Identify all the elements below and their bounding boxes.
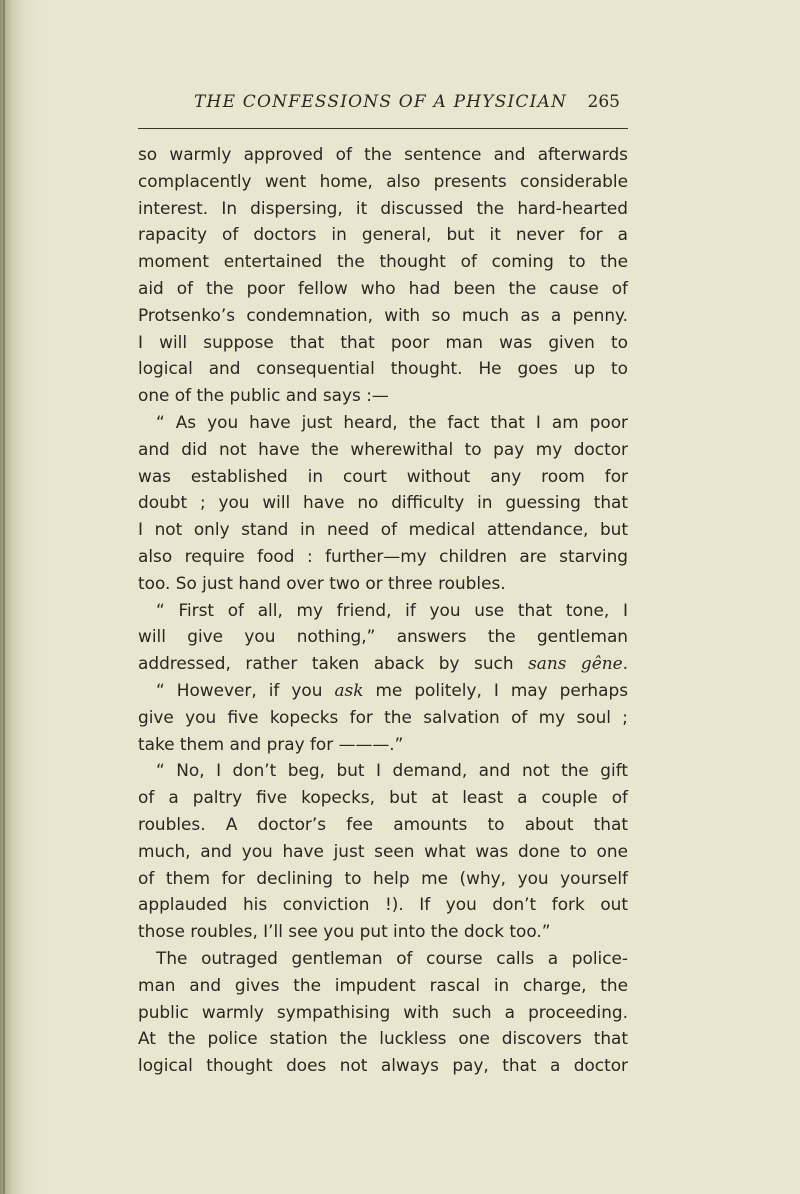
- text-line: logical and consequential thought. He goes up to: [138, 358, 628, 379]
- text-line: [138, 677, 628, 704]
- header-rule: [138, 128, 628, 129]
- text-line: will give you nothing,” answers the gentleman: [138, 626, 628, 647]
- binding-gutter: [0, 0, 60, 1194]
- page-number: 265: [587, 92, 620, 112]
- text-line: “ As you have just heard, the fact that I am poor: [156, 411, 628, 432]
- text-line: I not only stand in need of medical attendance, but: [138, 519, 628, 540]
- text-segment: addressed, rather taken aback by such: [138, 653, 529, 674]
- text-line: applauded his conviction !). If you don’t fork out: [138, 894, 628, 915]
- text-line: so warmly approved of the sentence and afterwards: [138, 144, 628, 164]
- text-line: much, and you have just seen what was done to one: [138, 840, 628, 861]
- text-line: Protsenko’s condemnation, with so much as a penny.: [138, 304, 628, 325]
- text-line: and did not have the wherewithal to pay my doctor: [138, 438, 628, 459]
- page-header: [138, 92, 628, 118]
- text-line: aid of the poor fellow who had been the cause of: [138, 277, 628, 298]
- text-line: complacently went home, also presents considerable: [138, 170, 628, 191]
- binding-edge: [3, 0, 5, 1194]
- text-line: The outraged gentleman of course calls a police-: [156, 947, 628, 968]
- text-line: rapacity of doctors in general, but it never for a: [138, 224, 628, 245]
- text-line: [138, 650, 628, 677]
- text-line: public warmly sympathising with such a proceeding.: [138, 1001, 628, 1022]
- book-page: [138, 0, 628, 1194]
- text-line: of them for declining to help me (why, you yourself: [138, 867, 628, 888]
- text-line: give you five kopecks for the salvation of my soul ;: [138, 706, 628, 727]
- running-title: THE CONFESSIONS OF A PHYSICIAN: [194, 92, 568, 112]
- body-text: [138, 141, 628, 1079]
- text-line: man and gives the impudent rascal in charge, the: [138, 974, 628, 995]
- text-line: “ First of all, my friend, if you use that tone, I: [156, 599, 628, 620]
- text-line: moment entertained the thought of coming to the: [138, 251, 628, 272]
- text-line: also require food : further—my children are starving: [138, 545, 628, 566]
- text-segment: “ However, if you: [156, 679, 335, 700]
- text-line: was established in court without any room for: [138, 465, 628, 486]
- text-line: take them and pray for ———.”: [138, 733, 404, 754]
- text-line: those roubles, I’ll see you put into the dock too.”: [138, 921, 551, 942]
- text-line: one of the public and says :—: [138, 385, 389, 406]
- italic-word: ask: [334, 679, 364, 700]
- text-line: “ No, I don’t beg, but I demand, and not the gift: [156, 760, 628, 781]
- italic-phrase: sans gêne.: [528, 653, 628, 674]
- text-line: logical thought does not always pay, that a doctor: [138, 1055, 628, 1076]
- text-line: of a paltry five kopecks, but at least a couple of: [138, 787, 628, 808]
- text-line: interest. In dispersing, it discussed the hard-hearted: [138, 197, 628, 218]
- text-segment: me politely, I may perhaps: [363, 679, 629, 700]
- text-line: I will suppose that that poor man was given to: [138, 331, 628, 352]
- text-line: too. So just hand over two or three roubles.: [138, 572, 506, 593]
- text-line: doubt ; you will have no difficulty in guessing that: [138, 492, 628, 513]
- text-line: roubles. A doctor’s fee amounts to about that: [138, 813, 628, 834]
- text-line: At the police station the luckless one discovers that: [138, 1028, 628, 1049]
